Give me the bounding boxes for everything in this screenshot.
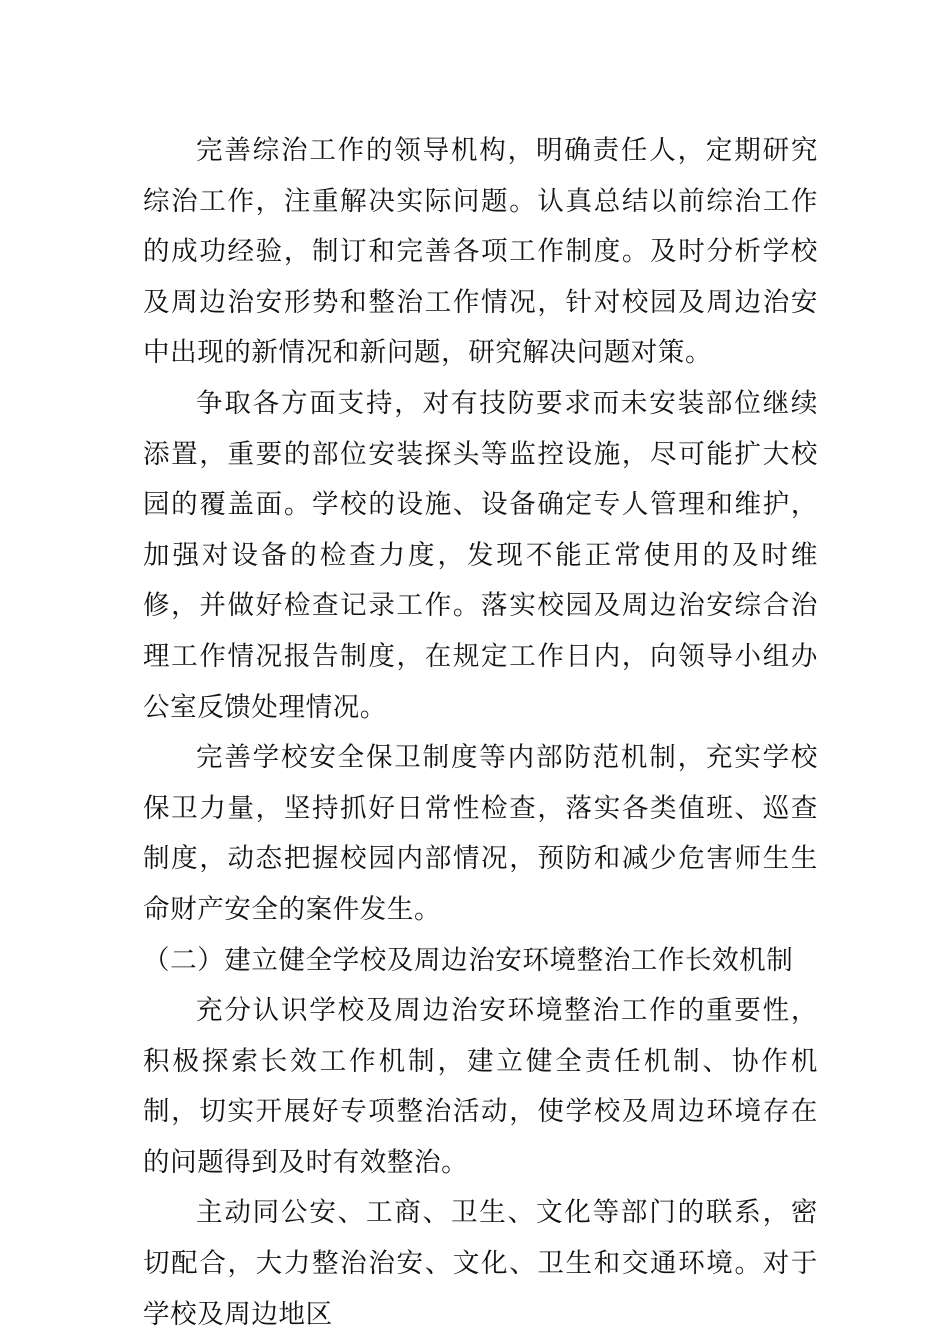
paragraph-leadership: 完善综治工作的领导机构，明确责任人，定期研究综治工作，注重解决实际问题。认真总结以前综治工作的成功经验，制订和完善各项工作制度。及时分析学校及周边治安形势和整治工作情况，针对校园及周边治安中出现的新情况和新问题，研究解决问题对策。: [143, 135, 818, 369]
document-body: [143, 126, 818, 1340]
section-heading: （二）建立健全学校及周边治安环境整治工作长效机制: [143, 944, 794, 976]
paragraph-long-term-mechanism: 充分认识学校及周边治安环境整治工作的重要性，积极探索长效工作机制，建立健全责任机制、协作机制，切实开展好专项整治活动，使学校及周边环境存在的问题得到及时有效整治。: [143, 995, 818, 1178]
paragraph-cooperation: 主动同公安、工商、卫生、文化等部门的联系，密切配合，大力整治治安、文化、卫生和交通环境。对于学校及周边地区: [143, 1197, 818, 1330]
paragraph-monitoring: 争取各方面支持，对有技防要求而未安装部位继续添置，重要的部位安装探头等监控设施，尽可能扩大校园的覆盖面。学校的设施、设备确定专人管理和维护，加强对设备的检查力度，发现不能正常使用的及时维修，并做好检查记录工作。落实校园及周边治安综合治理工作情况报告制度，在规定工作日内，向领导小组办公室反馈处理情况。: [143, 387, 818, 723]
paragraph-security-system: 完善学校安全保卫制度等内部防范机制，充实学校保卫力量，坚持抓好日常性检查，落实各类值班、巡查制度，动态把握校园内部情况，预防和减少危害师生生命财产安全的案件发生。: [143, 742, 818, 925]
